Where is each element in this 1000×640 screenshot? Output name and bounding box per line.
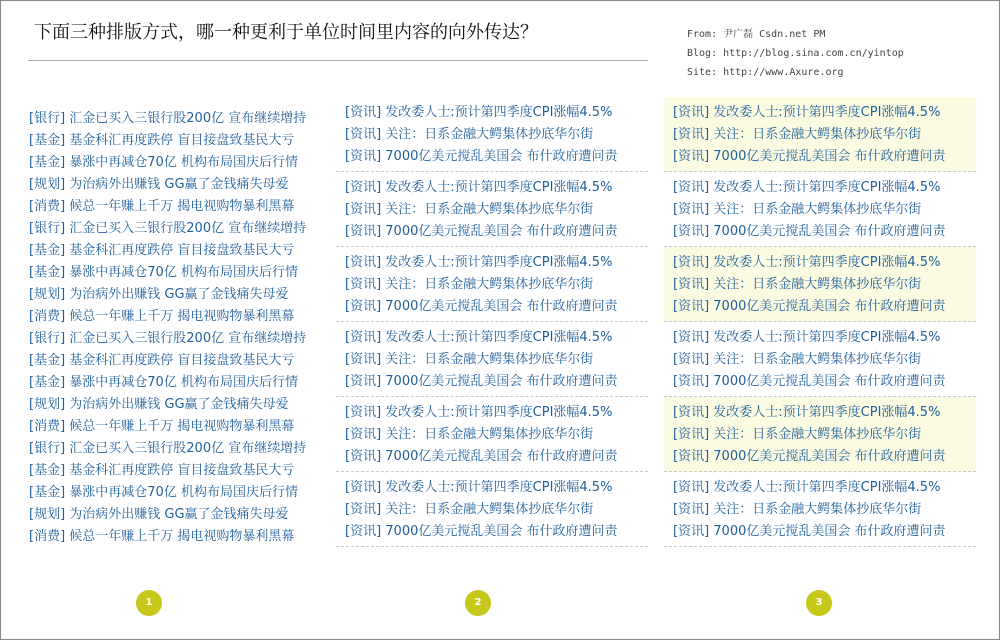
news-link[interactable]: [资讯] 关注：日系金融大鳄集体抄底华尔街 bbox=[673, 502, 922, 517]
layout-3-zebra bbox=[664, 97, 976, 547]
option-badge-2: 2 bbox=[465, 590, 491, 616]
news-link[interactable]: [资讯] 7000亿美元搅乱美国会 布什政府遭问责 bbox=[345, 224, 618, 239]
news-group-shaded bbox=[664, 97, 976, 172]
news-link[interactable]: [资讯] 发改委人士:预计第四季度CPI涨幅4.5% bbox=[345, 255, 613, 270]
news-link[interactable]: [资讯] 关注：日系金融大鳄集体抄底华尔街 bbox=[345, 427, 594, 442]
news-group bbox=[664, 322, 976, 397]
news-link[interactable]: [资讯] 7000亿美元搅乱美国会 布什政府遭问责 bbox=[345, 524, 618, 539]
news-link[interactable]: [消费] 候总一年赚上千万 揭电视购物暴利黑幕 bbox=[29, 199, 295, 214]
news-group bbox=[664, 472, 976, 547]
news-link[interactable]: [资讯] 发改委人士:预计第四季度CPI涨幅4.5% bbox=[345, 105, 613, 120]
news-link[interactable]: [资讯] 7000亿美元搅乱美国会 布什政府遭问责 bbox=[345, 374, 618, 389]
news-link[interactable]: [消费] 候总一年赚上千万 揭电视购物暴利黑幕 bbox=[29, 309, 295, 324]
news-link[interactable]: [银行] 汇金已买入三银行股200亿 宣布继续增持 bbox=[29, 441, 307, 456]
news-link[interactable]: [资讯] 7000亿美元搅乱美国会 布什政府遭问责 bbox=[673, 524, 946, 539]
news-link[interactable]: [资讯] 发改委人士:预计第四季度CPI涨幅4.5% bbox=[673, 330, 941, 345]
news-group-shaded bbox=[664, 247, 976, 322]
news-link[interactable]: [资讯] 发改委人士:预计第四季度CPI涨幅4.5% bbox=[345, 330, 613, 345]
news-link[interactable]: [资讯] 7000亿美元搅乱美国会 布什政府遭问责 bbox=[673, 449, 946, 464]
news-link[interactable]: [基金] 基金科汇再度跌停 盲目接盘致基民大亏 bbox=[29, 463, 295, 478]
news-link[interactable]: [基金] 暴涨中再减仓70亿 机构布局国庆后行情 bbox=[29, 485, 298, 500]
news-link[interactable]: [资讯] 发改委人士:预计第四季度CPI涨幅4.5% bbox=[345, 405, 613, 420]
news-link[interactable]: [资讯] 发改委人士:预计第四季度CPI涨幅4.5% bbox=[345, 180, 613, 195]
news-link[interactable]: [资讯] 7000亿美元搅乱美国会 布什政府遭问责 bbox=[345, 149, 618, 164]
news-group bbox=[336, 97, 648, 172]
news-link[interactable]: [资讯] 关注：日系金融大鳄集体抄底华尔街 bbox=[345, 277, 594, 292]
news-link[interactable]: [资讯] 关注：日系金融大鳄集体抄底华尔街 bbox=[345, 502, 594, 517]
news-link[interactable]: [资讯] 7000亿美元搅乱美国会 布什政府遭问责 bbox=[673, 224, 946, 239]
news-group bbox=[664, 172, 976, 247]
news-link[interactable]: [基金] 基金科汇再度跌停 盲目接盘致基民大亏 bbox=[29, 133, 295, 148]
layout-1-list bbox=[29, 108, 329, 548]
news-group bbox=[336, 472, 648, 547]
news-link[interactable]: [消费] 候总一年赚上千万 揭电视购物暴利黑幕 bbox=[29, 529, 295, 544]
news-group bbox=[336, 322, 648, 397]
news-link[interactable]: [资讯] 关注：日系金融大鳄集体抄底华尔街 bbox=[673, 277, 922, 292]
credit-site: Site: http://www.Axure.org bbox=[687, 67, 844, 78]
news-link[interactable]: [资讯] 发改委人士:预计第四季度CPI涨幅4.5% bbox=[673, 480, 941, 495]
news-link[interactable]: [规划] 为治病外出赚钱 GG赢了金钱痛失母爱 bbox=[29, 397, 289, 412]
news-link[interactable]: [规划] 为治病外出赚钱 GG赢了金钱痛失母爱 bbox=[29, 507, 289, 522]
news-link[interactable]: [资讯] 7000亿美元搅乱美国会 布什政府遭问责 bbox=[673, 149, 946, 164]
news-link[interactable]: [基金] 基金科汇再度跌停 盲目接盘致基民大亏 bbox=[29, 353, 295, 368]
news-group bbox=[336, 247, 648, 322]
page-title: 下面三种排版方式，哪一种更利于单位时间里内容的向外传达？ bbox=[34, 22, 538, 43]
news-link[interactable]: [资讯] 关注：日系金融大鳄集体抄底华尔街 bbox=[673, 352, 922, 367]
news-link[interactable]: [资讯] 发改委人士:预计第四季度CPI涨幅4.5% bbox=[673, 255, 941, 270]
credit-blog: Blog: http://blog.sina.com.cn/yintop bbox=[687, 48, 904, 59]
news-link[interactable]: [资讯] 7000亿美元搅乱美国会 布什政府遭问责 bbox=[345, 299, 618, 314]
credits-block bbox=[687, 25, 987, 82]
news-link[interactable]: [资讯] 关注：日系金融大鳄集体抄底华尔街 bbox=[345, 202, 594, 217]
layout-2-grouped bbox=[336, 97, 648, 547]
news-group bbox=[336, 397, 648, 472]
title-divider bbox=[28, 60, 648, 61]
news-link[interactable]: [资讯] 7000亿美元搅乱美国会 布什政府遭问责 bbox=[345, 449, 618, 464]
option-badge-3: 3 bbox=[806, 590, 832, 616]
news-link[interactable]: [规划] 为治病外出赚钱 GG赢了金钱痛失母爱 bbox=[29, 177, 289, 192]
news-link[interactable]: [基金] 基金科汇再度跌停 盲目接盘致基民大亏 bbox=[29, 243, 295, 258]
news-link[interactable]: [基金] 暴涨中再减仓70亿 机构布局国庆后行情 bbox=[29, 375, 298, 390]
news-link[interactable]: [银行] 汇金已买入三银行股200亿 宣布继续增持 bbox=[29, 331, 307, 346]
news-link[interactable]: [银行] 汇金已买入三银行股200亿 宣布继续增持 bbox=[29, 111, 307, 126]
news-link[interactable]: [资讯] 关注：日系金融大鳄集体抄底华尔街 bbox=[345, 127, 594, 142]
news-link[interactable]: [规划] 为治病外出赚钱 GG赢了金钱痛失母爱 bbox=[29, 287, 289, 302]
news-link[interactable]: [资讯] 关注：日系金融大鳄集体抄底华尔街 bbox=[345, 352, 594, 367]
news-link[interactable]: [资讯] 关注：日系金融大鳄集体抄底华尔街 bbox=[673, 427, 922, 442]
news-link[interactable]: [资讯] 发改委人士:预计第四季度CPI涨幅4.5% bbox=[345, 480, 613, 495]
news-link[interactable]: [资讯] 发改委人士:预计第四季度CPI涨幅4.5% bbox=[673, 180, 941, 195]
news-link[interactable]: [消费] 候总一年赚上千万 揭电视购物暴利黑幕 bbox=[29, 419, 295, 434]
news-link[interactable]: [基金] 暴涨中再减仓70亿 机构布局国庆后行情 bbox=[29, 155, 298, 170]
news-link[interactable]: [资讯] 7000亿美元搅乱美国会 布什政府遭问责 bbox=[673, 374, 946, 389]
news-link[interactable]: [资讯] 关注：日系金融大鳄集体抄底华尔街 bbox=[673, 127, 922, 142]
news-link[interactable]: [资讯] 发改委人士:预计第四季度CPI涨幅4.5% bbox=[673, 105, 941, 120]
news-link[interactable]: [资讯] 发改委人士:预计第四季度CPI涨幅4.5% bbox=[673, 405, 941, 420]
news-group bbox=[336, 172, 648, 247]
news-link[interactable]: [银行] 汇金已买入三银行股200亿 宣布继续增持 bbox=[29, 221, 307, 236]
news-group-shaded bbox=[664, 397, 976, 472]
news-link[interactable]: [基金] 暴涨中再减仓70亿 机构布局国庆后行情 bbox=[29, 265, 298, 280]
news-link[interactable]: [资讯] 关注：日系金融大鳄集体抄底华尔街 bbox=[673, 202, 922, 217]
option-badge-1: 1 bbox=[136, 590, 162, 616]
news-link[interactable]: [资讯] 7000亿美元搅乱美国会 布什政府遭问责 bbox=[673, 299, 946, 314]
credit-from: From: 尹广磊 Csdn.net PM bbox=[687, 29, 826, 40]
